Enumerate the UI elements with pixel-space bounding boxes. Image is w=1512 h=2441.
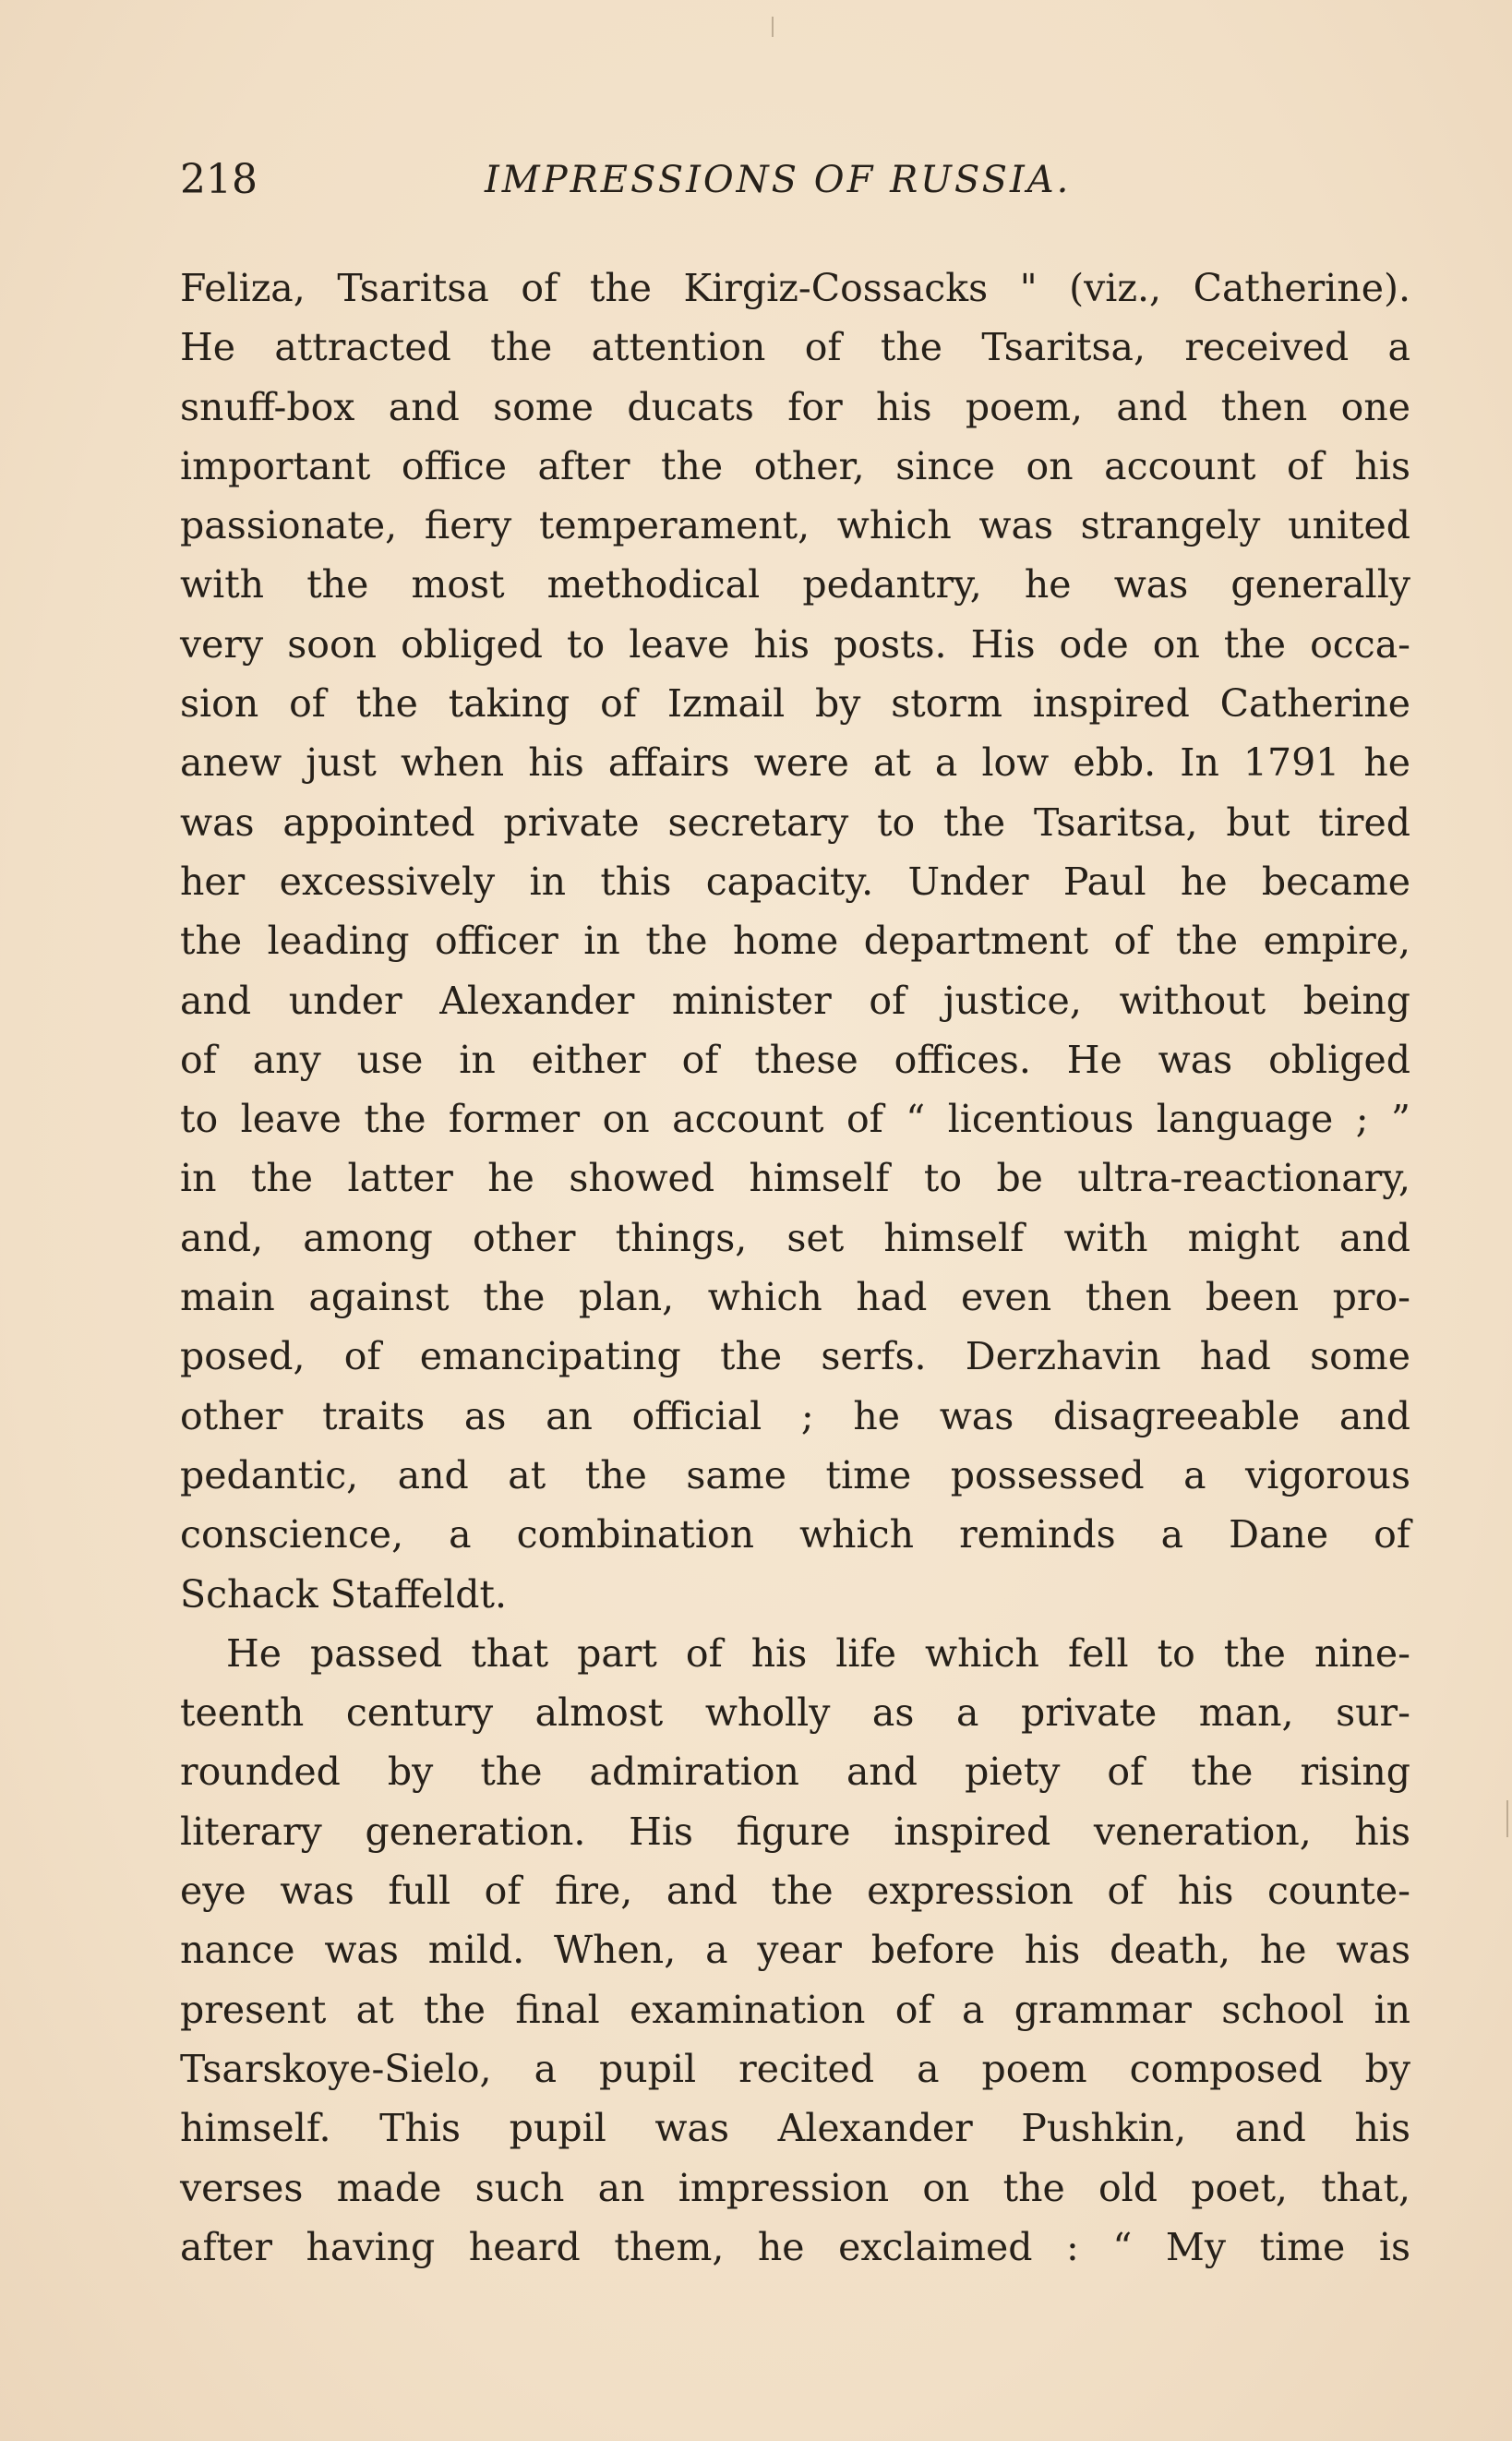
text-line: anew just when his affairs were at a low ebb. In 1791 he <box>180 740 1410 786</box>
text-line: important office after the other, since on account of his <box>180 443 1410 488</box>
text-line: nance was mild. When, a year before his death, he was <box>180 1928 1410 1973</box>
text-line: her excessively in this capacity. Under Paul he became <box>180 859 1410 904</box>
text-line: conscience, a combination which reminds a Dane of <box>180 1512 1410 1557</box>
text-line: sion of the taking of Izmail by storm inspired Catherine <box>180 681 1410 727</box>
text-line: eye was full of fire, and the expression of his counte- <box>180 1869 1410 1914</box>
text-line: posed, of emancipating the serfs. Derzhavin had some <box>180 1334 1410 1379</box>
page-number: 218 <box>180 156 258 203</box>
body-text <box>180 259 1410 2277</box>
paragraph <box>180 1624 1410 2277</box>
text-line: snuff-box and some ducats for his poem, and then one <box>180 384 1410 429</box>
text-line: himself. This pupil was Alexander Pushkin, and his <box>180 2106 1410 2151</box>
text-line: He passed that part of his life which fell to the nine- <box>226 1630 1410 1676</box>
text-line: very soon obliged to leave his posts. His ode on the occa- <box>180 621 1410 667</box>
text-line: and, among other things, set himself with might and <box>180 1215 1410 1260</box>
text-line: Tsarskoye-Sielo, a pupil recited a poem composed by <box>180 2046 1410 2091</box>
text-line: pedantic, and at the same time possessed a vigorous <box>180 1452 1410 1497</box>
paragraph <box>180 259 1410 1624</box>
text-line: He attracted the attention of the Tsaritsa, received a <box>180 325 1410 370</box>
text-line: passionate, fiery temperament, which was strangely united <box>180 503 1410 548</box>
text-line: rounded by the admiration and piety of the rising <box>180 1750 1410 1795</box>
text-line: main against the plan, which had even then been pro- <box>180 1275 1410 1320</box>
text-line: with the most methodical pedantry, he was generally <box>180 562 1410 607</box>
text-line: teenth century almost wholly as a private man, sur- <box>180 1690 1410 1736</box>
text-line: Feliza, Tsaritsa of the Kirgiz-Cossacks " (viz., Catherine). <box>180 266 1410 310</box>
text-line: literary generation. His figure inspired veneration, his <box>180 1809 1410 1854</box>
text-line: to leave the former on account of “ licentious language ; ” <box>180 1097 1410 1142</box>
text-line: present at the final examination of a grammar school in <box>180 1987 1410 2032</box>
paper-blemish <box>1506 1800 1508 1837</box>
running-title: IMPRESSIONS OF RUSSIA. <box>485 159 1072 201</box>
text-line: other traits as an official ; he was disagreeable and <box>180 1393 1410 1438</box>
text-line: was appointed private secretary to the Tsaritsa, but tired <box>180 800 1410 845</box>
text-line: after having heard them, he exclaimed : “ My time is <box>180 2224 1410 2269</box>
text-line: in the latter he showed himself to be ultra-reactionary, <box>180 1156 1410 1201</box>
text-line: Schack Staffeldt. <box>180 1571 508 1617</box>
page-header <box>180 148 1410 212</box>
text-line: of any use in either of these offices. He was obliged <box>180 1037 1410 1082</box>
text-line: the leading officer in the home department of the empire, <box>180 919 1410 964</box>
text-line: and under Alexander minister of justice, without being <box>180 978 1410 1023</box>
paper-blemish <box>772 17 774 37</box>
text-line: verses made such an impression on the old poet, that, <box>180 2165 1410 2210</box>
